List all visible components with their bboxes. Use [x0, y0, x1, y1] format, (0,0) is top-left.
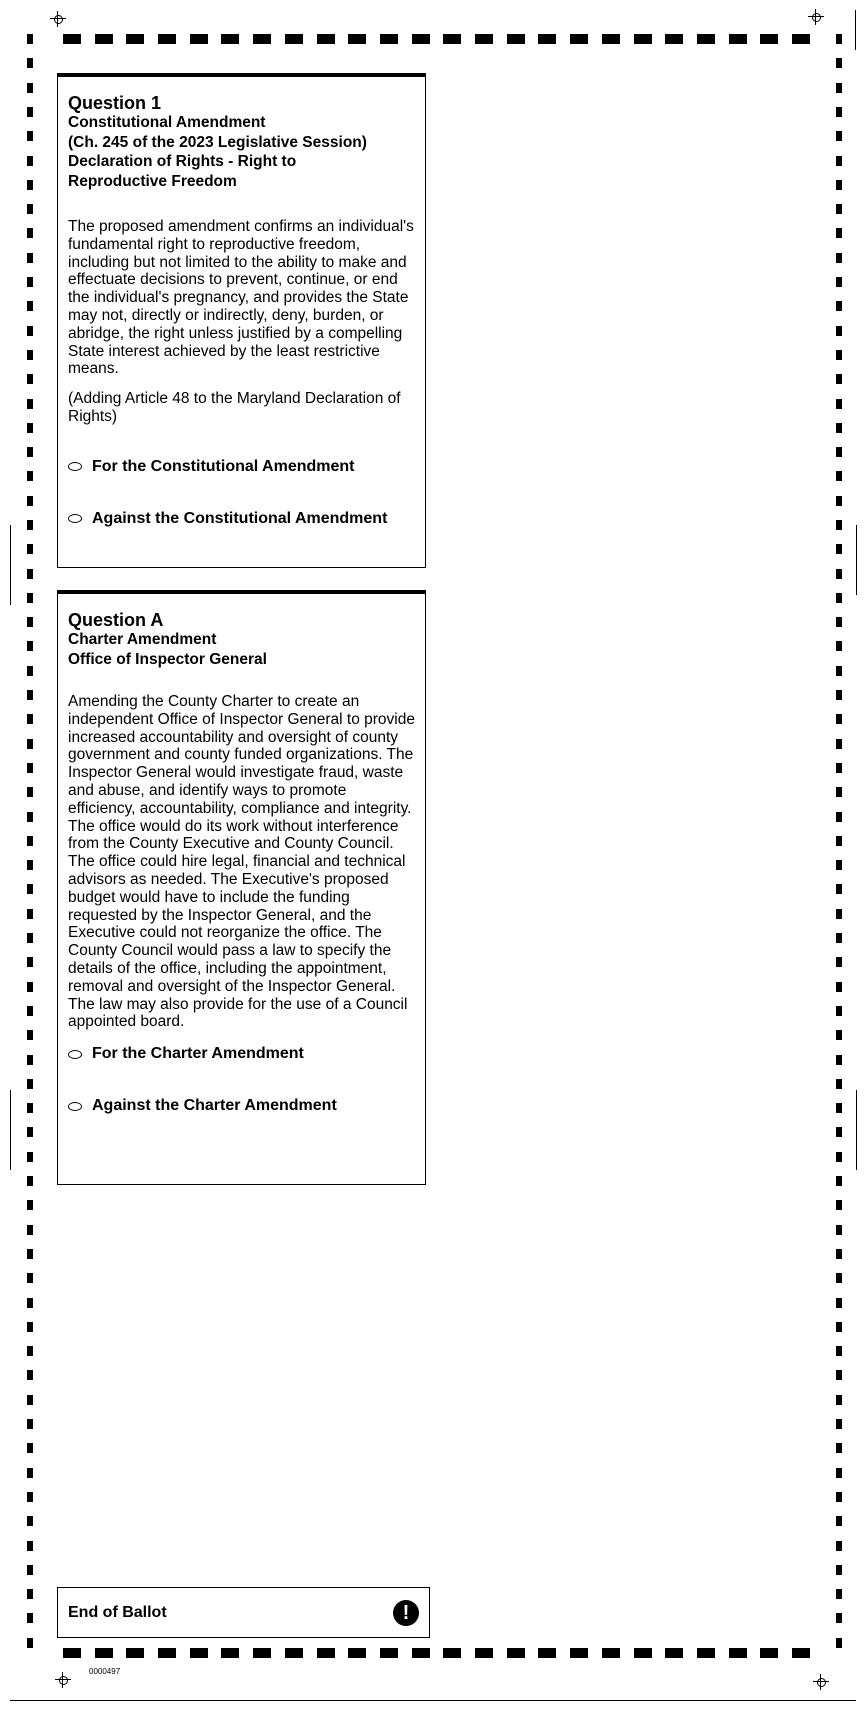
timing-mark [836, 666, 842, 676]
timing-mark [27, 301, 33, 311]
timing-mark [27, 1370, 33, 1380]
timing-mark [729, 1648, 747, 1658]
timing-mark [836, 277, 842, 287]
timing-mark [836, 982, 842, 992]
timing-mark [27, 326, 33, 336]
timing-mark [27, 253, 33, 263]
timing-mark [27, 666, 33, 676]
timing-mark [27, 277, 33, 287]
timing-mark [836, 204, 842, 214]
timing-mark [27, 496, 33, 506]
timing-mark [285, 34, 303, 44]
timing-mark [27, 34, 33, 44]
timing-mark [27, 180, 33, 190]
timing-mark [836, 1468, 842, 1478]
timing-mark [27, 1468, 33, 1478]
timing-mark [348, 34, 366, 44]
timing-mark [63, 34, 81, 44]
scan-edge [855, 10, 856, 50]
timing-mark [836, 1395, 842, 1405]
timing-mark [836, 957, 842, 967]
option-against-constitutional-amendment[interactable] [68, 509, 415, 529]
question-text: Amending the County Charter to create an independent Office of Inspector General to provide increased accountability and oversight of county government and county funded organizations. The Inspector General would investigate fraud, waste and abuse, and identify ways to promote efficiency, accountability, compliance and integrity. The office would do its work without interference from the County Executive and County Council. The office could hire legal, financial and technical advisors as needed. The Executive's proposed budget would have to include the funding requested by the Inspector General, and the Executive could not reorganize the office. The County Council would pass a law to specify the details of the office, including the appointment, removal and oversight of the Inspector General. The law may also provide for the use of a Council appointed board. [68, 693, 415, 1031]
timing-mark [126, 34, 144, 44]
timing-mark [27, 1298, 33, 1308]
timing-mark [27, 1176, 33, 1186]
vote-oval[interactable] [68, 514, 82, 523]
timing-mark [602, 34, 620, 44]
timing-mark [285, 1648, 303, 1658]
timing-mark [158, 1648, 176, 1658]
timing-mark [27, 1346, 33, 1356]
timing-mark [27, 836, 33, 846]
timing-mark [836, 1273, 842, 1283]
timing-mark [443, 1648, 461, 1658]
timing-mark [792, 34, 810, 44]
timing-mark [836, 1638, 842, 1648]
timing-mark [27, 520, 33, 530]
option-label: Against the Constitutional Amendment [92, 509, 388, 527]
timing-mark [27, 1541, 33, 1551]
question-title-line: Charter Amendment [68, 631, 217, 648]
timing-mark [836, 593, 842, 603]
timing-mark [27, 714, 33, 724]
timing-mark [836, 326, 842, 336]
scan-edge [10, 1700, 856, 1701]
timing-mark [836, 34, 842, 44]
timing-mark [836, 1443, 842, 1453]
timing-mark [760, 1648, 778, 1658]
timing-mark [836, 1030, 842, 1040]
timing-mark [190, 34, 208, 44]
timing-mark [602, 1648, 620, 1658]
timing-mark [836, 350, 842, 360]
timing-mark [836, 836, 842, 846]
timing-mark [27, 763, 33, 773]
question-note: (Adding Article 48 to the Maryland Declaration of Rights) [68, 390, 401, 425]
timing-mark [221, 34, 239, 44]
timing-mark [27, 1516, 33, 1526]
timing-mark [27, 1249, 33, 1259]
timing-mark [836, 1055, 842, 1065]
timing-mark [27, 1589, 33, 1599]
timing-mark [836, 301, 842, 311]
timing-mark [836, 909, 842, 919]
timing-mark [836, 884, 842, 894]
timing-mark [570, 1648, 588, 1658]
question-title-line: Office of Inspector General [68, 650, 267, 668]
timing-mark [507, 34, 525, 44]
timing-mark [27, 860, 33, 870]
timing-mark [27, 544, 33, 554]
timing-mark [836, 1492, 842, 1502]
registration-mark-icon [808, 9, 824, 25]
question-number: Question A [68, 610, 164, 630]
timing-mark [27, 1419, 33, 1429]
timing-mark [348, 1648, 366, 1658]
timing-mark [836, 763, 842, 773]
timing-mark [95, 34, 113, 44]
timing-mark [412, 34, 430, 44]
timing-mark [27, 58, 33, 68]
timing-mark [27, 1395, 33, 1405]
timing-mark [27, 1152, 33, 1162]
timing-mark [836, 520, 842, 530]
timing-mark [836, 447, 842, 457]
timing-mark [27, 1638, 33, 1648]
question-title-line: (Ch. 245 of the 2023 Legislative Session) [68, 133, 367, 151]
timing-mark [27, 957, 33, 967]
timing-mark [27, 204, 33, 214]
option-for-constitutional-amendment[interactable] [68, 457, 415, 477]
alert-icon: ! [393, 1600, 419, 1626]
timing-mark [836, 1176, 842, 1186]
timing-mark [665, 1648, 683, 1658]
question-a-contest [57, 590, 426, 1185]
timing-mark [570, 34, 588, 44]
vote-oval[interactable] [68, 1050, 82, 1059]
timing-mark [836, 374, 842, 384]
timing-mark [836, 1225, 842, 1235]
timing-mark [126, 1648, 144, 1658]
question-text: The proposed amendment confirms an individual's fundamental right to reproductive freedom, including but not limited to the ability to make and effectuate decisions to prevent, continue, or end the individual's pregnancy, and provides the State may not, directly or indirectly, deny, burden, or abridge, the right unless justified by a compelling State interest achieved by the least restrictive means. [68, 218, 414, 378]
timing-mark [538, 34, 556, 44]
timing-mark [221, 1648, 239, 1658]
timing-mark [697, 34, 715, 44]
timing-mark [634, 1648, 652, 1658]
timing-mark [27, 1443, 33, 1453]
timing-mark [634, 34, 652, 44]
timing-mark [27, 1006, 33, 1016]
timing-mark [27, 569, 33, 579]
timing-mark [475, 1648, 493, 1658]
timing-mark [380, 34, 398, 44]
timing-mark [665, 34, 683, 44]
timing-mark [507, 1648, 525, 1658]
registration-mark-icon [813, 1674, 829, 1690]
timing-mark [836, 1152, 842, 1162]
timing-mark [836, 131, 842, 141]
timing-mark [836, 1613, 842, 1623]
option-label: For the Charter Amendment [92, 1045, 304, 1063]
timing-mark [27, 1103, 33, 1113]
timing-mark [760, 34, 778, 44]
timing-mark [27, 909, 33, 919]
timing-mark [27, 739, 33, 749]
timing-mark [27, 933, 33, 943]
timing-mark [27, 1030, 33, 1040]
timing-mark [836, 107, 842, 117]
timing-mark [253, 1648, 271, 1658]
registration-mark-icon [50, 11, 66, 27]
timing-mark [475, 34, 493, 44]
timing-mark [836, 812, 842, 822]
timing-mark [27, 471, 33, 481]
timing-mark [27, 1613, 33, 1623]
timing-mark [380, 1648, 398, 1658]
scan-edge [10, 1090, 11, 1170]
vote-oval[interactable] [68, 462, 82, 471]
timing-mark [836, 253, 842, 263]
timing-mark [27, 423, 33, 433]
timing-mark [317, 34, 335, 44]
timing-mark [836, 1370, 842, 1380]
timing-mark [836, 860, 842, 870]
timing-mark [27, 1322, 33, 1332]
timing-mark [27, 1055, 33, 1065]
timing-mark [836, 1541, 842, 1551]
timing-mark [836, 471, 842, 481]
timing-mark [836, 1565, 842, 1575]
timing-mark [836, 1200, 842, 1210]
question-number: Question 1 [68, 93, 162, 113]
timing-mark [27, 641, 33, 651]
scan-edge [856, 525, 857, 595]
timing-mark [538, 1648, 556, 1658]
timing-mark [697, 1648, 715, 1658]
timing-mark [836, 496, 842, 506]
timing-mark [27, 1492, 33, 1502]
timing-mark [836, 58, 842, 68]
timing-mark [836, 1127, 842, 1137]
timing-mark [836, 690, 842, 700]
timing-mark [836, 1103, 842, 1113]
timing-mark [729, 34, 747, 44]
timing-mark [27, 107, 33, 117]
timing-mark [836, 1298, 842, 1308]
end-of-ballot-box [57, 1587, 430, 1638]
timing-mark [836, 399, 842, 409]
option-for-charter-amendment[interactable] [68, 1044, 415, 1064]
timing-mark [836, 180, 842, 190]
end-of-ballot-label: End of Ballot [68, 1603, 167, 1621]
timing-mark [27, 690, 33, 700]
timing-mark [27, 1127, 33, 1137]
timing-mark [443, 34, 461, 44]
timing-mark [836, 617, 842, 627]
timing-mark [836, 1079, 842, 1089]
registration-mark-icon [55, 1672, 71, 1688]
scan-edge [856, 1090, 857, 1170]
question-title-line: Constitutional Amendment [68, 114, 266, 131]
timing-mark [792, 1648, 810, 1658]
timing-mark [27, 1200, 33, 1210]
timing-mark [27, 617, 33, 627]
question-1-contest [57, 73, 426, 568]
timing-mark [158, 34, 176, 44]
timing-mark [27, 228, 33, 238]
timing-mark [27, 131, 33, 141]
scan-edge [10, 525, 11, 605]
option-label: Against the Charter Amendment [92, 1097, 337, 1115]
timing-mark [836, 83, 842, 93]
timing-mark [836, 787, 842, 797]
timing-mark [27, 1273, 33, 1283]
timing-mark [27, 1079, 33, 1089]
timing-mark [836, 1322, 842, 1332]
timing-mark [190, 1648, 208, 1658]
question-title-line: Reproductive Freedom [68, 172, 237, 190]
timing-mark [836, 544, 842, 554]
timing-mark [253, 34, 271, 44]
timing-mark [27, 447, 33, 457]
timing-mark [836, 739, 842, 749]
timing-mark [836, 1006, 842, 1016]
timing-mark [836, 228, 842, 238]
timing-mark [27, 399, 33, 409]
ballot-serial-number: 0000497 [89, 1667, 121, 1676]
timing-mark [836, 714, 842, 724]
timing-mark [412, 1648, 430, 1658]
timing-mark [27, 350, 33, 360]
timing-mark [836, 423, 842, 433]
timing-mark [27, 374, 33, 384]
timing-mark [27, 156, 33, 166]
timing-mark [836, 1589, 842, 1599]
timing-mark [27, 83, 33, 93]
timing-mark [836, 569, 842, 579]
timing-mark [836, 1249, 842, 1259]
timing-mark [317, 1648, 335, 1658]
question-title-line: Declaration of Rights - Right to [68, 153, 297, 170]
timing-mark [836, 1419, 842, 1429]
option-label: For the Constitutional Amendment [92, 457, 355, 475]
timing-mark [836, 641, 842, 651]
timing-mark [27, 787, 33, 797]
option-against-charter-amendment[interactable] [68, 1096, 415, 1116]
timing-mark [95, 1648, 113, 1658]
timing-mark [27, 884, 33, 894]
timing-mark [27, 1225, 33, 1235]
timing-mark [836, 1516, 842, 1526]
timing-mark [836, 156, 842, 166]
timing-mark [27, 593, 33, 603]
timing-mark [836, 933, 842, 943]
timing-mark [836, 1346, 842, 1356]
vote-oval[interactable] [68, 1102, 82, 1111]
timing-mark [63, 1648, 81, 1658]
timing-mark [27, 1565, 33, 1575]
timing-mark [27, 982, 33, 992]
timing-mark [27, 812, 33, 822]
